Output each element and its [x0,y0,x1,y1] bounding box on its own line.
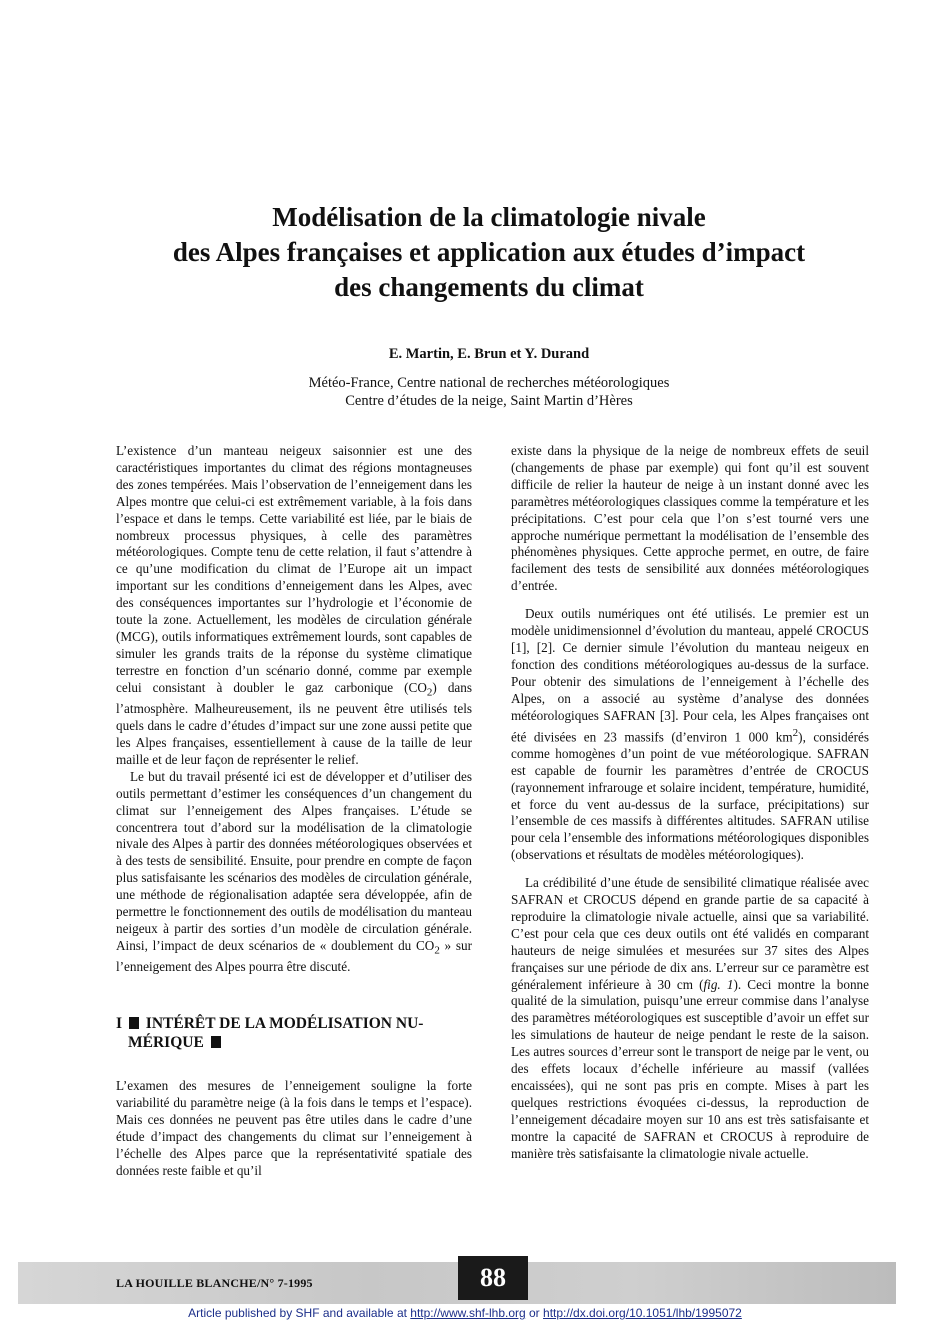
affiliation [60,374,918,410]
text-run: » sur l’enneigement des Alpes pourra être discuté. [116,937,472,975]
publication-text: or [525,1306,544,1320]
text-run: ) dans l’atmosphère. Malheureusement, ils ne peuvent être utilisés tels quels dans le cadre d’études d’impact sur une zone aussi petite que les Alpes françaises, essentiellement à cause de la taille de leur maille et de leur façon de représenter le relief. [116,679,472,767]
publication-text: Article published by SHF and available at [188,1306,411,1320]
journal-name: LA HOUILLE BLANCHE/N° 7-1995 [116,1276,313,1290]
affiliation-line: Météo-France, Centre national de recherches météorologiques [308,375,670,391]
figure-reference: fig. 1 [703,976,734,992]
left-column [116,443,472,1180]
text-run: Deux outils numériques ont été utilisés. Le premier est un modèle unidimensionnel d’évolution du manteau, appelé CROCUS [1], [2]. Ce dernier simule l’évolution du manteau neigeux en fonction des conditions météorologiques au-dessus de la surface. Pour obtenir des simulations de l’enneigement à l’échelle des Alpes, on a associé au système d’analyse des données météorologiques SAFRAN [3]. Pour cela, les Alpes françaises ont été divisées en 23 massifs (d’environ 1 000 km [511,606,869,744]
title-line: des Alpes françaises et application aux études d’impact [172,237,806,267]
black-square-icon [211,1036,221,1048]
title-line: Modélisation de la climatologie nivale [272,202,706,232]
section-title-line: MÉRIQUE [128,1034,204,1052]
paragraph [511,875,869,1162]
paragraph: existe dans la physique de la neige de nombreux effets de seuil (changements de phase par exemple) qui font qu’il est souvent difficile de relier la hauteur de neige à un instant donné avec les paramètres météorologiques classiques comme la température et les précipitations. C’est pour cela que l’on s’est tourné vers une approche numérique permettant la modélisation de l’ensemble des phénomènes physiques. Cette approche permet, en outre, de faire facilement des tests de sensibilité aux données météorologiques d’entrée. [511,443,869,594]
paragraph [116,769,472,977]
title-line: des changements du climat [334,272,644,302]
article-title [60,200,918,305]
right-column [511,443,869,1163]
doi-link[interactable]: http://dx.doi.org/10.1051/lhb/1995072 [543,1306,742,1320]
text-run: La crédibilité d’une étude de sensibilité climatique réalisée avec SAFRAN et CROCUS dépend en grande partie de sa capacité à reproduire la climatologie nivale actuelle, ainsi que sa variabilité. C’est pour cela que ces deux outils ont été validés en comparant hauteurs de neige simulées et mesurées sur 37 sites des Alpes françaises sur une période de dix ans. L’erreur sur ce paramètre est généralement inférieure à 30 cm ( [511,875,869,992]
shf-link[interactable]: http://www.shf-lhb.org [410,1306,526,1320]
page-number: 88 [458,1256,528,1300]
superscript: 2 [792,726,799,739]
paragraph [511,606,869,864]
paragraph: L’examen des mesures de l’enneigement souligne la forte variabilité du paramètre neige (à la fois dans le temps et l’espace). Mais ces données ne peuvent pas être utiles dans le cadre d’une étude d’impact des changements du climat sur l’enneigement à l’échelle des Alpes parce que la représentativité spatiale des données reste faible et qu’il [116,1078,472,1178]
text-run: Le but du travail présenté ici est de développer et d’utiliser des outils permettant d’estimer les conséquences d’un changement du climat sur l’enneigement des Alpes françaises. L’étude se concentrera tout d’abord sur la modélisation de la climatologie nivale des Alpes à partir des données météorologiques observées et à des tests de sensibilité. Ensuite, pour prendre en compte de façon plus satisfaisante les scénarios des modèles de circulation générale, une méthode de régionalisation adaptée sera développée, afin de permettre le fonctionnement des outils de modélisation du manteau neigeux à partir des sorties d’un modèle de circulation générale. Ainsi, l’impact de deux scénarios de « doublement du CO [116,768,472,953]
text-run: ). Ceci montre la bonne qualité de la simulation, puisqu’une erreur commise dans l’analyse des paramètres météorologiques est susceptible d’avoir un effet sur les simulations de hauteur de neige pendant le reste de la saison. Les autres sources d’erreur sont le transport de neige par le vent, ou des effets locaux d’échelle inférieure au massif (vallées encaissées), qui ne sont pas pris en compte. Mises à part les quelques restrictions évoquées ci-dessus, la reproduction de l’enneigement décadaire moyen sur 10 ans est très satisfaisante et montre la capacité de SAFRAN et CROCUS à reproduire de manière très satisfaisante la climatologie nivale actuelle. [511,976,869,1161]
text-run: ), considérés comme homogènes d’un point de vue météorologique. SAFRAN est capable de fournir les paramètres d’entrée de CROCUS (rayonnement infrarouge et solaire incident, température, humidité, et force du vent au-dessus de la surface, précipitations) sur l’ensemble de ces massifs à différentes altitudes. SAFRAN utilise pour cela l’ensemble des informations météorologiques disponibles (observations et résultats de modèles météorologiques). [511,728,869,863]
authors: E. Martin, E. Brun et Y. Durand [388,346,590,362]
section-title-line: INTÉRÊT DE LA MODÉLISATION NU- [145,1015,424,1033]
text-run: L’existence d’un manteau neigeux saisonnier est une des caractéristiques importantes du climat des régions montagneuses des zones tempérées. Mais l’observation de l’enneigement dans les Alpes montre que celui-ci est extrêmement variable, à la fois dans l’espace et dans le temps. Cette variabilité est liée, par le biais de nombreux processus physiques, à celle des paramètres météorologiques. Compte tenu de cette relation, il faut s’attendre à ce qu’une modification du climat de l’Europe ait un impact important sur les conditions d’enneigement dans les Alpes, avec des conséquences importantes sur l’hydrologie et l’économie de toute la zone. Actuellement, les modèles de circulation générale (MCG), outils informatiques extrêmement lourds, sont capables de simuler les grands traits de la réponse du système climatique terrestre en fonction d’un scénario donné, comme par exemple celui consistant à doubler le gaz carbonique (CO [116,443,472,695]
publication-notice [0,1306,930,1320]
paragraph [116,443,472,769]
section-heading [116,1014,472,1052]
black-square-icon [129,1017,139,1029]
subscript: 2 [426,686,433,699]
subscript: 2 [434,944,440,957]
affiliation-line: Centre d’études de la neige, Saint Martin d’Hères [345,393,633,409]
section-number: I [116,1015,123,1033]
